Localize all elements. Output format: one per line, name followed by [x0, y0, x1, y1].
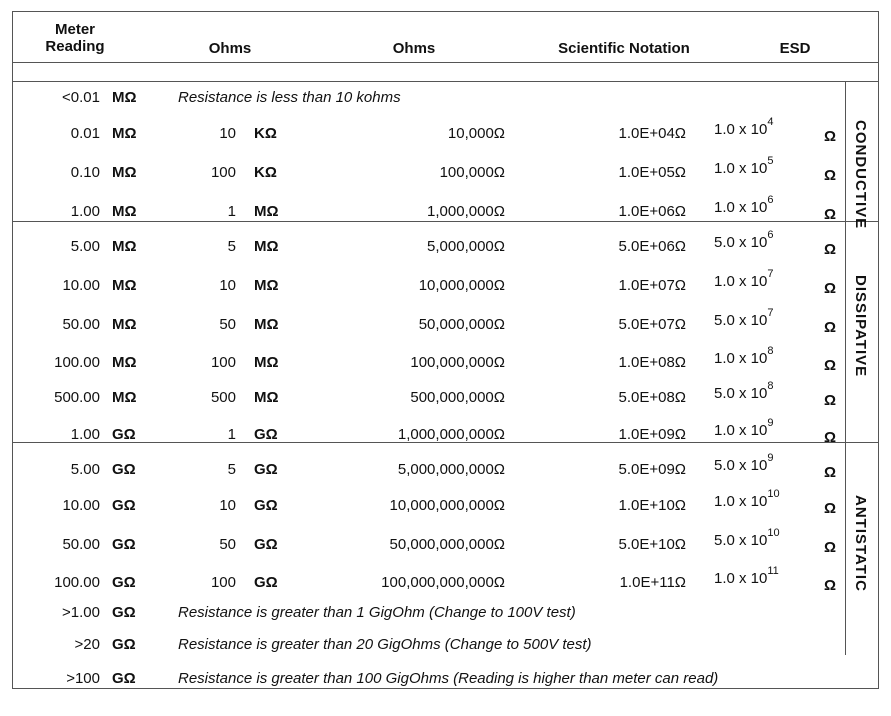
ohms-full-value: 100,000,000,000Ω	[381, 574, 505, 591]
ohms-value: 1	[227, 203, 236, 220]
esd-mantissa: 5.0 x 10	[714, 385, 768, 402]
esd-mantissa: 5.0 x 10	[714, 234, 768, 251]
meter-reading-unit: GΩ	[112, 536, 136, 553]
meter-reading-value: >100	[66, 670, 100, 687]
resistance-note: Resistance is less than 10 kohms	[178, 89, 401, 106]
scientific-notation-value: 1.0E+10Ω	[618, 497, 686, 514]
esd-mantissa: 5.0 x 10	[714, 312, 768, 329]
ohms-unit: MΩ	[254, 389, 279, 406]
ohms-full-value: 10,000Ω	[447, 125, 505, 142]
meter-reading-value: 0.01	[70, 125, 100, 142]
esd-unit: Ω	[824, 241, 837, 258]
meter-reading-unit: GΩ	[112, 461, 136, 478]
ohms-full-value: 1,000,000,000Ω	[397, 426, 505, 443]
ohms-full-value: 50,000,000Ω	[418, 316, 505, 333]
esd-value	[714, 488, 780, 510]
meter-reading-unit: GΩ	[112, 574, 136, 591]
ohms-value: 5	[227, 461, 236, 478]
meter-reading-unit: MΩ	[112, 125, 137, 142]
section-divider	[12, 221, 879, 222]
ohms-full-value: 10,000,000Ω	[418, 277, 505, 294]
category-dissipative: DISSIPATIVE	[852, 275, 869, 378]
meter-reading-unit: GΩ	[112, 636, 136, 653]
esd-unit: Ω	[824, 280, 837, 297]
meter-reading-value: 0.10	[70, 164, 100, 181]
resistance-note: Resistance is greater than 100 GigOhms (Reading is higher than meter can read)	[178, 670, 719, 687]
meter-reading-unit: MΩ	[112, 277, 137, 294]
scientific-notation-value: 1.0E+09Ω	[618, 426, 686, 443]
ohms-value: 50	[219, 536, 236, 553]
meter-reading-unit: MΩ	[112, 203, 137, 220]
meter-reading-unit: MΩ	[112, 164, 137, 181]
scientific-notation-value: 5.0E+06Ω	[618, 238, 686, 255]
ohms-value: 10	[219, 125, 236, 142]
esd-value	[714, 268, 774, 290]
esd-mantissa: 1.0 x 10	[714, 570, 768, 587]
scientific-notation-value: 1.0E+04Ω	[618, 125, 686, 142]
meter-reading-value: <0.01	[62, 89, 100, 106]
meter-reading-unit: MΩ	[112, 354, 137, 371]
esd-unit: Ω	[824, 128, 837, 145]
esd-value	[714, 155, 774, 177]
esd-exponent: 10	[767, 488, 780, 500]
category-conductive: CONDUCTIVE	[852, 120, 869, 230]
ohms-value: 100	[210, 164, 236, 181]
ohms-unit: MΩ	[254, 316, 279, 333]
ohms-unit: KΩ	[254, 125, 277, 142]
meter-reading-value: >1.00	[62, 604, 100, 621]
meter-reading-unit: GΩ	[112, 670, 136, 687]
meter-reading-value: 5.00	[70, 238, 100, 255]
ohms-full-value: 5,000,000,000Ω	[397, 461, 505, 478]
ohms-unit: GΩ	[254, 574, 278, 591]
ohms-unit: GΩ	[254, 426, 278, 443]
esd-unit: Ω	[824, 464, 837, 481]
esd-exponent: 7	[767, 268, 774, 280]
resistance-note: Resistance is greater than 1 GigOhm (Change to 100V test)	[178, 604, 576, 621]
meter-reading-unit: MΩ	[112, 89, 137, 106]
esd-exponent: 11	[767, 565, 779, 577]
esd-value	[714, 527, 780, 549]
esd-mantissa: 5.0 x 10	[714, 457, 768, 474]
ohms-unit: KΩ	[254, 164, 277, 181]
esd-value	[714, 116, 774, 138]
esd-unit: Ω	[824, 167, 837, 184]
scientific-notation-value: 5.0E+09Ω	[618, 461, 686, 478]
scientific-notation-value: 5.0E+10Ω	[618, 536, 686, 553]
esd-value	[714, 452, 774, 474]
ohms-full-value: 5,000,000Ω	[427, 238, 505, 255]
ohms-value: 500	[210, 389, 236, 406]
esd-value	[714, 345, 774, 367]
esd-exponent: 8	[767, 380, 774, 392]
category-antistatic: ANTISTATIC	[852, 495, 869, 592]
meter-reading-unit: GΩ	[112, 497, 136, 514]
esd-exponent: 9	[767, 452, 774, 464]
divider	[12, 62, 879, 63]
category-column-divider	[845, 81, 846, 655]
scientific-notation-value: 5.0E+08Ω	[618, 389, 686, 406]
esd-unit: Ω	[824, 319, 837, 336]
meter-reading-value: 10.00	[62, 497, 100, 514]
ohms-value: 1	[227, 426, 236, 443]
header-meter-reading: Meter Reading	[45, 21, 105, 55]
scientific-notation-value: 1.0E+06Ω	[618, 203, 686, 220]
ohms-unit: MΩ	[254, 238, 279, 255]
esd-exponent: 5	[767, 155, 774, 167]
esd-value	[714, 380, 774, 402]
ohms-full-value: 500,000,000Ω	[410, 389, 505, 406]
meter-reading-unit: GΩ	[112, 426, 136, 443]
esd-exponent: 10	[767, 527, 780, 539]
esd-unit: Ω	[824, 357, 837, 374]
ohms-full-value: 10,000,000,000Ω	[389, 497, 505, 514]
esd-unit: Ω	[824, 577, 837, 594]
meter-reading-value: 50.00	[62, 536, 100, 553]
esd-mantissa: 1.0 x 10	[714, 160, 768, 177]
divider	[12, 81, 879, 82]
ohms-value: 50	[219, 316, 236, 333]
meter-reading-value: 1.00	[70, 426, 100, 443]
ohms-unit: MΩ	[254, 203, 279, 220]
resistance-note: Resistance is greater than 20 GigOhms (Change to 500V test)	[178, 636, 592, 653]
esd-mantissa: 1.0 x 10	[714, 273, 768, 290]
meter-reading-value: 100.00	[54, 574, 100, 591]
scientific-notation-value: 1.0E+11Ω	[619, 574, 686, 591]
esd-mantissa: 5.0 x 10	[714, 532, 768, 549]
ohms-value: 5	[227, 238, 236, 255]
meter-reading-unit: GΩ	[112, 604, 136, 621]
meter-reading-unit: MΩ	[112, 389, 137, 406]
scientific-notation-value: 1.0E+07Ω	[618, 277, 686, 294]
esd-unit: Ω	[824, 429, 837, 446]
header-ohms-full: Ohms	[392, 40, 436, 57]
header-scientific-notation: Scientific Notation	[558, 40, 690, 57]
ohms-value: 10	[219, 277, 236, 294]
esd-unit: Ω	[824, 539, 837, 556]
ohms-value: 10	[219, 497, 236, 514]
meter-reading-value: 10.00	[62, 277, 100, 294]
ohms-value: 100	[210, 354, 236, 371]
ohms-value: 100	[210, 574, 236, 591]
meter-reading-value: 1.00	[70, 203, 100, 220]
esd-value	[714, 417, 774, 439]
ohms-unit: GΩ	[254, 461, 278, 478]
meter-reading-value: 50.00	[62, 316, 100, 333]
scientific-notation-value: 1.0E+08Ω	[618, 354, 686, 371]
ohms-unit: MΩ	[254, 277, 279, 294]
meter-reading-value: 5.00	[70, 461, 100, 478]
header-ohms: Ohms	[208, 40, 252, 57]
esd-mantissa: 1.0 x 10	[714, 493, 768, 510]
ohms-unit: GΩ	[254, 497, 278, 514]
esd-value	[714, 229, 774, 251]
ohms-full-value: 50,000,000,000Ω	[389, 536, 505, 553]
esd-mantissa: 1.0 x 10	[714, 199, 768, 216]
esd-mantissa: 1.0 x 10	[714, 422, 768, 439]
scientific-notation-value: 1.0E+05Ω	[618, 164, 686, 181]
meter-reading-value: 500.00	[54, 389, 100, 406]
esd-value	[714, 307, 774, 329]
esd-unit: Ω	[824, 206, 837, 223]
ohms-unit: GΩ	[254, 536, 278, 553]
ohms-full-value: 100,000,000Ω	[410, 354, 505, 371]
esd-exponent: 6	[767, 194, 774, 206]
esd-exponent: 7	[767, 307, 774, 319]
esd-mantissa: 1.0 x 10	[714, 350, 768, 367]
ohms-unit: MΩ	[254, 354, 279, 371]
esd-unit: Ω	[824, 500, 837, 517]
esd-value	[714, 194, 774, 216]
esd-value	[714, 565, 779, 587]
esd-exponent: 4	[767, 116, 774, 128]
meter-reading-value: 100.00	[54, 354, 100, 371]
meter-reading-value: >20	[74, 636, 100, 653]
scientific-notation-value: 5.0E+07Ω	[618, 316, 686, 333]
ohms-full-value: 1,000,000Ω	[427, 203, 505, 220]
ohms-full-value: 100,000Ω	[439, 164, 505, 181]
esd-exponent: 8	[767, 345, 774, 357]
esd-exponent: 6	[767, 229, 774, 241]
esd-unit: Ω	[824, 392, 837, 409]
header-esd: ESD	[779, 40, 811, 57]
esd-mantissa: 1.0 x 10	[714, 121, 768, 138]
meter-reading-unit: MΩ	[112, 238, 137, 255]
esd-exponent: 9	[767, 417, 774, 429]
meter-reading-unit: MΩ	[112, 316, 137, 333]
